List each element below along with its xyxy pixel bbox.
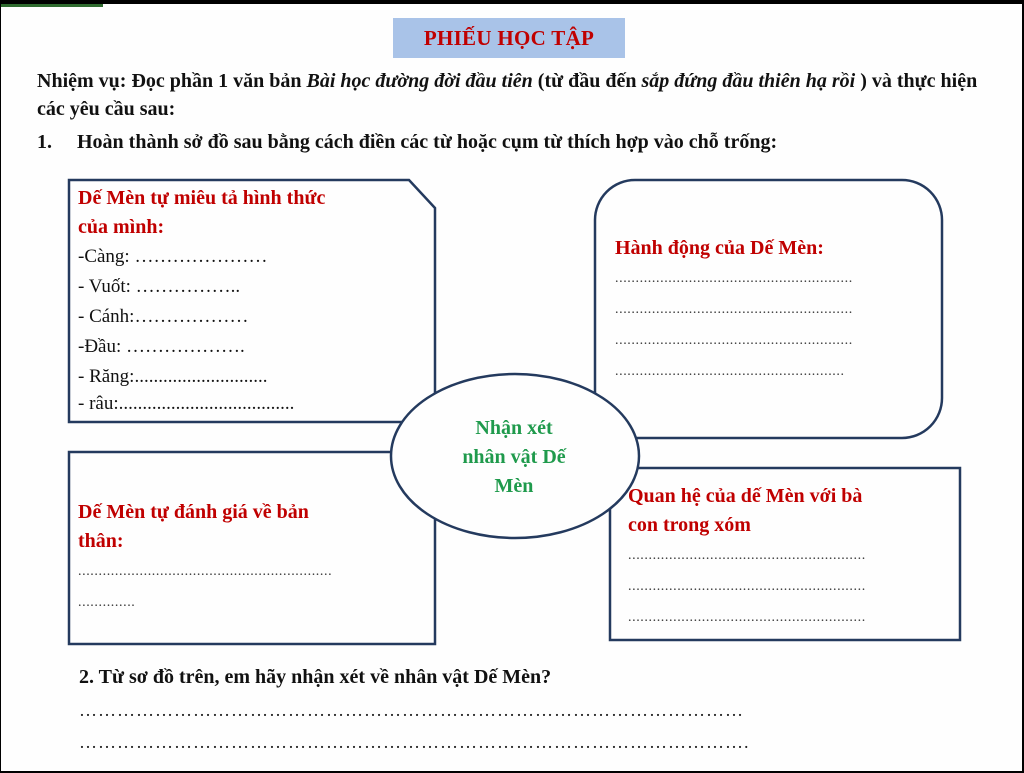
center-label-line-3: Mèn (494, 475, 534, 497)
appearance-item-canh: - Cánh:……………… (78, 306, 249, 327)
worksheet-page (1, 4, 1022, 771)
appearance-item-rang: - Răng:............................ (78, 366, 268, 387)
relations-line-1: .......................................................... (628, 548, 866, 563)
answer-line-1: …………………………………………………………………………………………… (79, 700, 744, 720)
question-1-number: 1. (37, 131, 52, 153)
center-label-line-1: Nhận xét (475, 417, 553, 439)
answer-line-2: ……………………………………………………………………………………………. (79, 732, 750, 752)
appearance-item-vuot: - Vuốt: …………….. (78, 276, 241, 297)
box-actions-heading: Hành động của Dế Mèn: (615, 237, 824, 259)
box-appearance-heading-1: Dế Mèn tự miêu tả hình thức (78, 187, 326, 209)
task-text-1: Đọc phần 1 văn bản (126, 70, 307, 92)
worksheet-title: PHIẾU HỌC TẬP (393, 18, 625, 58)
task-quote: sắp đứng đầu thiên hạ rồi (641, 70, 856, 92)
actions-line-2: .......................................................... (615, 302, 853, 317)
relations-line-3: .......................................................... (628, 610, 866, 625)
self-assessment-line-1: .............................................................. (78, 564, 333, 579)
actions-line-1: .......................................................... (615, 271, 853, 286)
actions-line-4: ........................................................ (615, 364, 845, 379)
appearance-item-dau: -Đầu: ………………. (78, 336, 245, 357)
task-text-2: (từ đầu đến (532, 70, 642, 92)
box-actions (615, 234, 920, 387)
center-label (429, 414, 599, 501)
self-assessment-line-2: .............. (78, 595, 136, 610)
task-text-3: ) và thực hiện các yêu cầu sau: (37, 70, 978, 120)
task-label: Nhiệm vụ: (37, 70, 127, 92)
box-self-assessment-heading-2: thân: (78, 530, 124, 552)
center-label-line-2: nhân vật Dế (462, 446, 566, 468)
box-self-assessment-heading-1: Dế Mèn tự đánh giá về bản (78, 501, 309, 523)
question-2: 2. Từ sơ đồ trên, em hãy nhận xét về nhân vật Dế Mèn? (79, 666, 552, 688)
question-1-text: Hoàn thành sở đồ sau bằng cách điền các từ hoặc cụm từ thích hợp vào chỗ trống: (77, 131, 778, 153)
box-self-assessment (78, 498, 398, 618)
box-appearance-heading-2: của mình: (78, 216, 165, 238)
task-work-title: Bài học đường đời đầu tiên (306, 70, 533, 92)
appearance-item-rau: - râu:..................................... (78, 393, 295, 414)
relations-line-2: .......................................................... (628, 579, 866, 594)
box-relations-heading-2: con trong xóm (628, 514, 751, 536)
box-relations (628, 482, 948, 633)
appearance-item-cang: -Càng: ………………… (78, 246, 268, 267)
box-appearance (78, 184, 428, 416)
box-relations-heading-1: Quan hệ của dế Mèn với bà (628, 485, 863, 507)
actions-line-3: .......................................................... (615, 333, 853, 348)
